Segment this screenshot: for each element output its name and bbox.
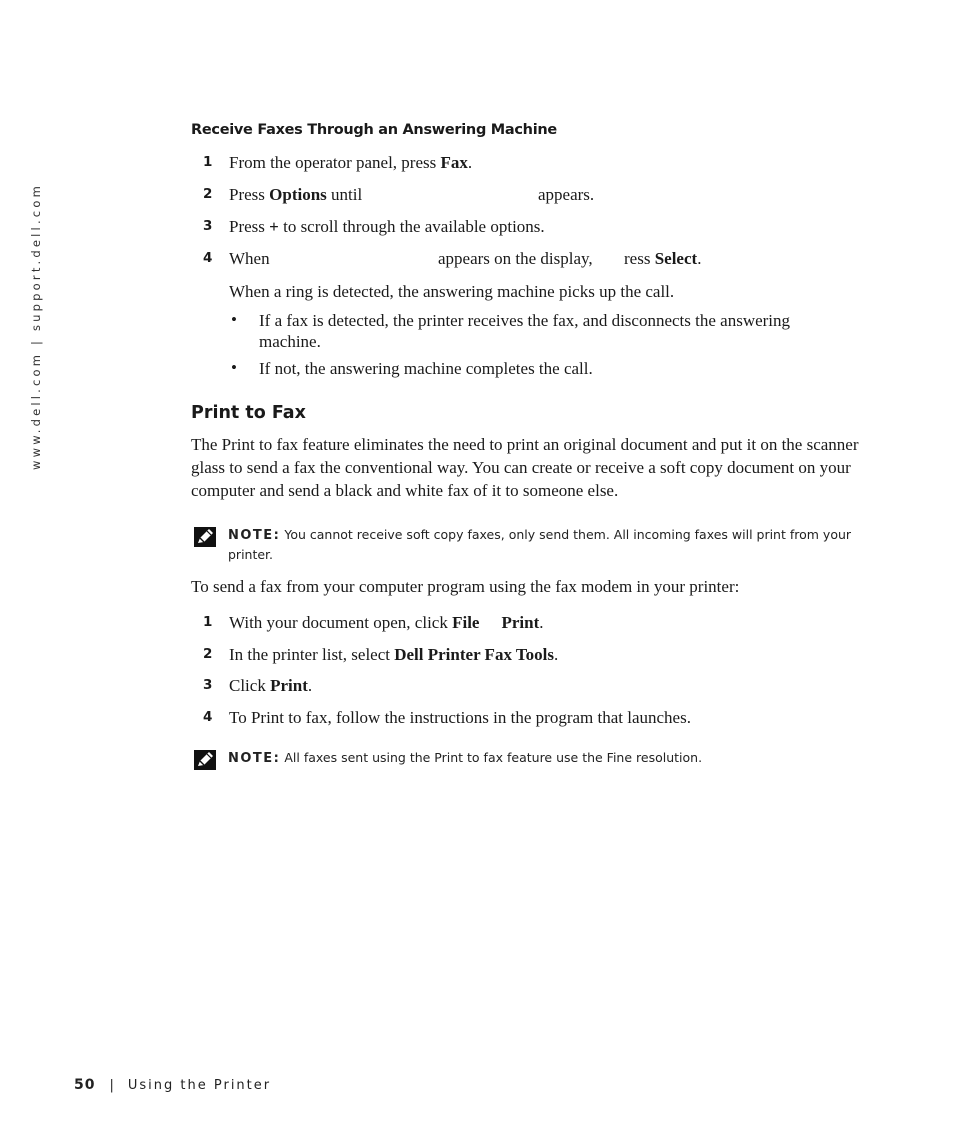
section-heading-answering-machine: Receive Faxes Through an Answering Machine [191,122,557,138]
step-number: 4 [203,709,213,725]
note-label: NOTE: [228,751,281,766]
button-name-options: Options [269,185,327,204]
menu-name-file: File [452,613,480,632]
button-name-fax: Fax [440,153,468,172]
bullet-marker: • [231,358,237,377]
button-name-plus: + [269,217,279,236]
printer-name: Dell Printer Fax Tools [394,645,554,664]
footer-separator: | [109,1078,114,1093]
step-number: 4 [203,250,213,266]
step-number: 1 [203,614,213,630]
step-number: 2 [203,646,213,662]
sidebar-url: www.dell.com | support.dell.com [29,183,43,470]
step-number: 1 [203,154,213,170]
bullet-marker: • [231,310,237,329]
menu-name-print: Print [501,613,540,632]
ring-paragraph: When a ring is detected, the answering machine picks up the call. [229,282,675,301]
footer-section-title: Using the Printer [127,1078,272,1093]
intro-paragraph: The Print to fax feature eliminates the need to print an original document and put it on the scanner glass to send a fax the conventional way. You can create or receive a soft copy document on your computer and send a black and white fax of it to someone else. [191,435,859,500]
list-item: • If a fax is detected, the printer receives the fax, and disconnects the answering machine. [231,310,791,351]
note-label: NOTE: [228,528,281,543]
note-text: All faxes sent using the Print to fax feature use the Fine resolution. [280,750,703,765]
note-pencil-icon [194,527,216,547]
list-item: • If not, the answering machine completes the call. [231,358,593,378]
section-heading-print-to-fax: Print to Fax [191,403,306,423]
step-number: 3 [203,677,213,693]
step-number: 2 [203,186,213,202]
page-number: 50 [74,1077,96,1093]
note-text: You cannot receive soft copy faxes, only send them. All incoming faxes will print from your printer. [228,527,852,562]
button-name-select: Select [654,249,698,268]
page-footer [74,1077,271,1093]
note-pencil-icon [194,750,216,770]
lead-paragraph: To send a fax from your computer program using the fax modem in your printer: [191,577,740,596]
note-block [191,748,861,768]
step-number: 3 [203,218,213,234]
button-name-print: Print [270,676,308,695]
note-block [191,525,861,564]
